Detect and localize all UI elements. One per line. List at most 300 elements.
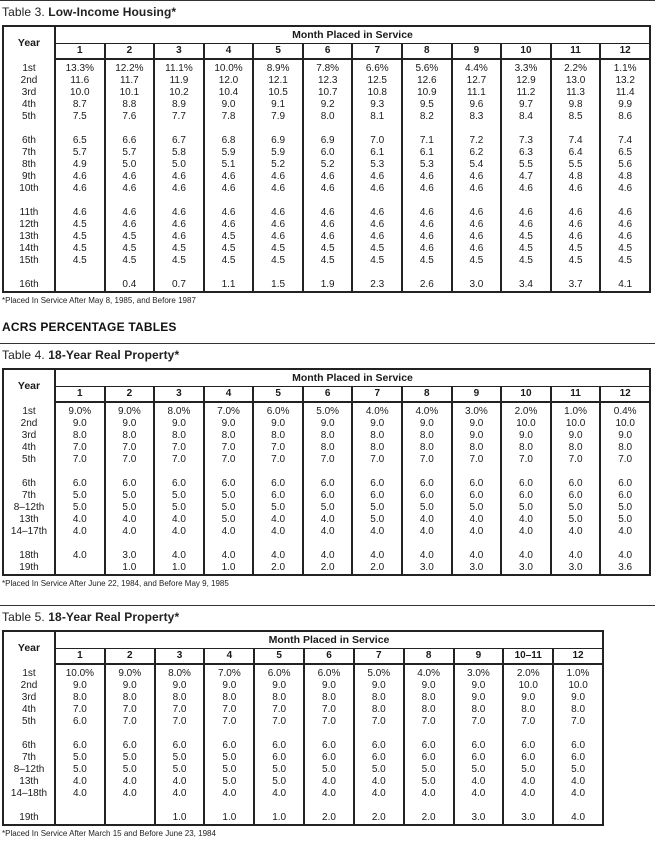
value-cell: 4.0 (253, 526, 303, 538)
value-cell: 8.0 (551, 442, 601, 454)
value-cell: 12.9 (501, 75, 551, 87)
spacer-cell (154, 267, 204, 279)
value-cell: 6.0 (304, 740, 354, 752)
value-cell: 1.5 (253, 279, 303, 292)
value-cell: 6.0 (551, 478, 601, 490)
value-cell: 9.0 (452, 418, 502, 430)
table-row (3, 135, 650, 147)
value-cell: 7.0 (600, 454, 650, 466)
group-spacer-row (3, 466, 650, 478)
value-cell: 8.0% (155, 664, 205, 680)
value-cell: 5.0 (105, 764, 155, 776)
spacer-cell (452, 267, 502, 279)
value-cell: 10.2 (154, 87, 204, 99)
value-cell: 2.0% (501, 402, 551, 418)
value-cell: 6.5 (55, 135, 105, 147)
value-cell: 4.5 (352, 243, 402, 255)
value-cell: 5.0 (55, 502, 105, 514)
value-cell: 4.6 (402, 231, 452, 243)
value-cell: 10.0% (204, 59, 254, 75)
month-column-header: 7 (352, 386, 402, 402)
value-cell: 8.0 (553, 704, 603, 716)
value-cell: 9.0 (501, 430, 551, 442)
year-cell: 10th (3, 183, 55, 195)
spacer-cell (352, 267, 402, 279)
value-cell: 4.6 (105, 219, 155, 231)
value-cell: 5.0 (452, 502, 502, 514)
value-cell: 5.2 (253, 159, 303, 171)
spacer-cell (452, 466, 502, 478)
value-cell: 5.0 (600, 502, 650, 514)
group-spacer-row (3, 728, 603, 740)
value-cell: 9.0 (204, 99, 254, 111)
year-cell: 8th (3, 159, 55, 171)
spacer-cell (105, 195, 155, 207)
value-cell: 3.4 (501, 279, 551, 292)
spacer-cell (452, 195, 502, 207)
spacer-cell (501, 195, 551, 207)
value-cell: 7.0 (253, 442, 303, 454)
value-cell: 8.0 (154, 430, 204, 442)
value-cell: 4.6 (551, 231, 601, 243)
value-cell: 4.5 (303, 243, 353, 255)
value-cell: 8.2 (402, 111, 452, 123)
table-row (3, 550, 650, 562)
value-cell: 4.0 (501, 526, 551, 538)
value-cell: 5.6% (402, 59, 452, 75)
value-cell: 9.0 (503, 692, 553, 704)
value-cell: 6.0 (204, 478, 254, 490)
value-cell: 4.6 (352, 219, 402, 231)
value-cell: 4.5 (600, 243, 650, 255)
value-cell: 5.0 (204, 776, 254, 788)
spacer-cell (254, 728, 304, 740)
value-cell: 4.6 (352, 171, 402, 183)
spacer-cell (454, 728, 504, 740)
value-cell: 4.6 (303, 207, 353, 219)
value-cell: 5.2 (303, 159, 353, 171)
value-cell: 4.5 (105, 231, 155, 243)
value-cell: 3.0 (402, 562, 452, 575)
value-cell: 8.0 (155, 692, 205, 704)
value-cell: 5.4 (452, 159, 502, 171)
value-cell: 4.6 (551, 183, 601, 195)
value-cell: 2.6 (402, 279, 452, 292)
value-cell: 4.5 (600, 255, 650, 267)
value-cell: 12.5 (352, 75, 402, 87)
value-cell: 5.0 (204, 490, 254, 502)
table-row (3, 159, 650, 171)
table-row (3, 478, 650, 490)
value-cell: 5.0 (553, 764, 603, 776)
value-cell: 11.1 (452, 87, 502, 99)
value-cell: 4.0 (254, 788, 304, 800)
value-cell: 4.0 (501, 550, 551, 562)
value-cell: 9.0 (404, 680, 454, 692)
table5-title (0, 606, 655, 630)
value-cell: 5.5 (551, 159, 601, 171)
value-cell: 2.0% (503, 664, 553, 680)
value-cell: 5.0 (105, 490, 155, 502)
value-cell: 8.0 (402, 430, 452, 442)
value-cell: 7.0 (354, 716, 404, 728)
month-column-header: 12 (600, 386, 650, 402)
value-cell: 4.5 (303, 255, 353, 267)
value-cell: 9.0 (454, 692, 504, 704)
value-cell: 8.6 (600, 111, 650, 123)
value-cell: 4.0 (105, 514, 155, 526)
value-cell: 4.6 (55, 171, 105, 183)
value-cell: 4.6 (204, 171, 254, 183)
month-column-header: 11 (551, 386, 601, 402)
value-cell: 6.0 (254, 740, 304, 752)
value-cell: 5.0 (402, 502, 452, 514)
value-cell: 7.9 (253, 111, 303, 123)
value-cell: 6.0 (154, 478, 204, 490)
table3-title-prefix: Table 3. (2, 5, 45, 19)
value-cell: 7.8% (303, 59, 353, 75)
value-cell: 6.3 (501, 147, 551, 159)
year-cell: 3rd (3, 87, 55, 99)
value-cell: 4.0 (553, 812, 603, 825)
value-cell: 5.0 (354, 764, 404, 776)
value-cell: 4.0 (352, 550, 402, 562)
year-cell: 5th (3, 716, 55, 728)
value-cell: 6.6% (352, 59, 402, 75)
value-cell: 8.0 (501, 442, 551, 454)
spacer-year-cell (3, 195, 55, 207)
spacer-cell (303, 466, 353, 478)
table3-section (0, 0, 655, 305)
value-cell: 4.0% (402, 402, 452, 418)
value-cell: 7.2 (452, 135, 502, 147)
table-row (3, 764, 603, 776)
month-column-header: 12 (600, 43, 650, 59)
spacer-cell (404, 800, 454, 812)
value-cell: 6.0 (501, 478, 551, 490)
value-cell: 5.0 (352, 514, 402, 526)
value-cell: 1.0 (155, 812, 205, 825)
value-cell: 9.0 (304, 680, 354, 692)
value-cell: 8.0 (352, 442, 402, 454)
value-cell: 7.0 (304, 704, 354, 716)
table-row (3, 776, 603, 788)
value-cell: 4.0 (553, 788, 603, 800)
value-cell: 5.8 (154, 147, 204, 159)
value-cell: 1.0 (204, 812, 254, 825)
value-cell: 6.0 (155, 740, 205, 752)
spacer-cell (303, 123, 353, 135)
value-cell: 9.0 (105, 418, 155, 430)
table4-title (0, 344, 655, 368)
value-cell: 4.6 (402, 183, 452, 195)
spacer-cell (204, 267, 254, 279)
value-cell: 10.0 (600, 418, 650, 430)
value-cell: 6.0 (105, 478, 155, 490)
spacer-cell (253, 538, 303, 550)
value-cell: 7.0 (154, 454, 204, 466)
value-cell: 6.0 (105, 740, 155, 752)
value-cell: 5.3 (352, 159, 402, 171)
spacer-cell (501, 267, 551, 279)
value-cell: 12.3 (303, 75, 353, 87)
value-cell: 4.0 (402, 514, 452, 526)
year-cell: 3rd (3, 430, 55, 442)
month-column-header: 8 (404, 648, 454, 664)
value-cell: 6.0 (55, 740, 105, 752)
year-cell: 16th (3, 279, 55, 292)
value-cell: 6.5 (600, 147, 650, 159)
value-cell: 4.6 (55, 207, 105, 219)
year-column-header: Year (3, 631, 55, 664)
value-cell: 4.1 (600, 279, 650, 292)
value-cell: 8.0 (404, 692, 454, 704)
value-cell: 6.0 (55, 716, 105, 728)
eighteen-year-real-property-table-4 (2, 368, 651, 576)
value-cell: 4.0 (304, 788, 354, 800)
value-cell: 4.0 (454, 788, 504, 800)
value-cell: 4.6 (105, 207, 155, 219)
value-cell: 4.5 (154, 255, 204, 267)
value-cell: 12.7 (452, 75, 502, 87)
value-cell: 4.6 (452, 171, 502, 183)
value-cell: 2.0 (404, 812, 454, 825)
value-cell: 9.1 (253, 99, 303, 111)
value-cell: 8.9% (253, 59, 303, 75)
value-cell: 7.0 (55, 704, 105, 716)
value-cell: 5.9 (253, 147, 303, 159)
value-cell: 6.0 (253, 478, 303, 490)
spacer-cell (402, 195, 452, 207)
value-cell: 4.0 (354, 788, 404, 800)
value-cell: 6.0 (402, 490, 452, 502)
year-cell: 6th (3, 740, 55, 752)
group-spacer-row (3, 800, 603, 812)
value-cell: 4.0 (253, 514, 303, 526)
table4-title-prefix: Table 4. (2, 348, 45, 362)
value-cell: 6.0 (551, 490, 601, 502)
value-cell: 6.0 (454, 752, 504, 764)
value-cell: 3.0 (452, 279, 502, 292)
value-cell: 13.2 (600, 75, 650, 87)
value-cell: 7.0 (553, 716, 603, 728)
value-cell: 5.0 (204, 752, 254, 764)
month-column-header: 9 (454, 648, 504, 664)
spacer-cell (600, 466, 650, 478)
value-cell: 7.0 (303, 454, 353, 466)
spacer-cell (303, 538, 353, 550)
spacer-cell (154, 466, 204, 478)
spacer-cell (105, 728, 155, 740)
year-cell: 11th (3, 207, 55, 219)
value-cell: 6.1 (402, 147, 452, 159)
value-cell: 4.6 (204, 183, 254, 195)
value-cell: 4.6 (303, 219, 353, 231)
value-cell: 4.6 (600, 231, 650, 243)
value-cell: 4.6 (600, 183, 650, 195)
value-cell: 4.6 (452, 231, 502, 243)
spacer-year-cell (3, 800, 55, 812)
value-cell: 4.6 (154, 231, 204, 243)
table-row (3, 75, 650, 87)
table-row (3, 812, 603, 825)
value-cell: 4.0 (105, 788, 155, 800)
spacer-cell (553, 728, 603, 740)
value-cell: 12.1 (253, 75, 303, 87)
value-cell: 13.3% (55, 59, 105, 75)
value-cell: 7.0 (105, 704, 155, 716)
spacer-cell (105, 123, 155, 135)
value-cell: 5.0% (354, 664, 404, 680)
value-cell: 7.4 (551, 135, 601, 147)
value-cell: 6.0 (352, 490, 402, 502)
table-row (3, 87, 650, 99)
value-cell: 4.6 (402, 207, 452, 219)
value-cell (55, 812, 105, 825)
month-column-header: 8 (402, 43, 452, 59)
value-cell: 3.0 (501, 562, 551, 575)
value-cell: 5.0 (404, 764, 454, 776)
value-cell: 8.5 (551, 111, 601, 123)
month-column-header: 1 (55, 386, 105, 402)
value-cell: 11.1% (154, 59, 204, 75)
value-cell: 8.0 (303, 111, 353, 123)
value-cell: 8.0 (55, 692, 105, 704)
spacer-cell (55, 466, 105, 478)
value-cell: 5.0% (303, 402, 353, 418)
year-cell: 1st (3, 402, 55, 418)
value-cell: 4.6 (303, 231, 353, 243)
value-cell: 5.0 (501, 502, 551, 514)
value-cell: 6.0 (304, 752, 354, 764)
value-cell: 4.5 (154, 243, 204, 255)
value-cell: 3.0% (452, 402, 502, 418)
spacer-year-cell (3, 123, 55, 135)
value-cell: 6.0 (454, 740, 504, 752)
spacer-cell (551, 123, 601, 135)
spacer-cell (402, 466, 452, 478)
table-row (3, 418, 650, 430)
value-cell: 4.0 (105, 526, 155, 538)
value-cell: 2.0 (253, 562, 303, 575)
year-cell: 5th (3, 454, 55, 466)
value-cell: 10.0% (55, 664, 105, 680)
year-cell: 4th (3, 99, 55, 111)
value-cell: 4.0 (452, 526, 502, 538)
table-row (3, 59, 650, 75)
value-cell: 7.0 (404, 716, 454, 728)
month-placed-in-service-header: Month Placed in Service (55, 369, 650, 386)
month-column-header: 7 (352, 43, 402, 59)
spacer-cell (303, 267, 353, 279)
spacer-cell (204, 538, 254, 550)
value-cell: 5.0 (204, 514, 254, 526)
value-cell: 7.0 (452, 454, 502, 466)
value-cell: 5.0 (105, 159, 155, 171)
value-cell: 5.6 (600, 159, 650, 171)
value-cell: 4.6 (105, 183, 155, 195)
value-cell: 4.0 (553, 776, 603, 788)
value-cell: 0.4% (600, 402, 650, 418)
value-cell: 6.0 (55, 478, 105, 490)
spacer-cell (501, 466, 551, 478)
value-cell: 7.3 (501, 135, 551, 147)
value-cell: 6.0 (503, 752, 553, 764)
value-cell: 5.0 (204, 502, 254, 514)
value-cell: 8.9 (154, 99, 204, 111)
year-cell: 15th (3, 255, 55, 267)
spacer-cell (600, 123, 650, 135)
value-cell: 6.0 (452, 490, 502, 502)
value-cell: 7.0 (55, 454, 105, 466)
value-cell: 9.0 (553, 692, 603, 704)
year-cell: 7th (3, 490, 55, 502)
value-cell: 4.0% (352, 402, 402, 418)
month-column-header: 2 (105, 648, 155, 664)
value-cell: 12.0 (204, 75, 254, 87)
table-row (3, 514, 650, 526)
spacer-cell (154, 123, 204, 135)
value-cell: 6.0 (402, 478, 452, 490)
value-cell: 7.0 (551, 454, 601, 466)
value-cell: 7.0 (503, 716, 553, 728)
value-cell: 11.6 (55, 75, 105, 87)
value-cell: 4.0 (454, 776, 504, 788)
value-cell: 4.6 (551, 207, 601, 219)
value-cell: 7.0 (254, 716, 304, 728)
value-cell: 4.6 (253, 171, 303, 183)
value-cell: 9.0 (600, 430, 650, 442)
value-cell: 7.0 (204, 442, 254, 454)
value-cell: 4.6 (352, 183, 402, 195)
value-cell: 10.8 (352, 87, 402, 99)
value-cell: 8.0 (503, 704, 553, 716)
value-cell: 6.0 (404, 752, 454, 764)
group-spacer-row (3, 195, 650, 207)
value-cell: 4.0 (55, 526, 105, 538)
value-cell: 4.0 (303, 550, 353, 562)
value-cell: 11.4 (600, 87, 650, 99)
value-cell: 8.0 (600, 442, 650, 454)
value-cell: 5.0 (254, 764, 304, 776)
value-cell: 6.7 (154, 135, 204, 147)
value-cell: 4.0 (155, 788, 205, 800)
month-column-header: 10–11 (503, 648, 553, 664)
spacer-cell (154, 195, 204, 207)
value-cell: 6.0 (501, 490, 551, 502)
value-cell: 5.0 (551, 502, 601, 514)
value-cell: 4.0 (154, 526, 204, 538)
year-cell: 9th (3, 171, 55, 183)
value-cell: 9.7 (501, 99, 551, 111)
year-cell: 1st (3, 664, 55, 680)
value-cell: 2.0 (303, 562, 353, 575)
group-spacer-row (3, 538, 650, 550)
year-cell: 3rd (3, 692, 55, 704)
value-cell: 4.0 (352, 526, 402, 538)
spacer-year-cell (3, 538, 55, 550)
value-cell: 5.0 (503, 764, 553, 776)
value-cell: 8.0 (55, 430, 105, 442)
value-cell: 7.0 (454, 716, 504, 728)
value-cell: 7.0% (204, 664, 254, 680)
value-cell: 5.0 (55, 490, 105, 502)
value-cell: 4.6 (501, 183, 551, 195)
value-cell: 9.2 (303, 99, 353, 111)
value-cell: 7.0 (352, 454, 402, 466)
value-cell: 4.5 (105, 255, 155, 267)
table5-footnote: *Placed In Service After March 15 and Before June 23, 1984 (2, 829, 216, 838)
